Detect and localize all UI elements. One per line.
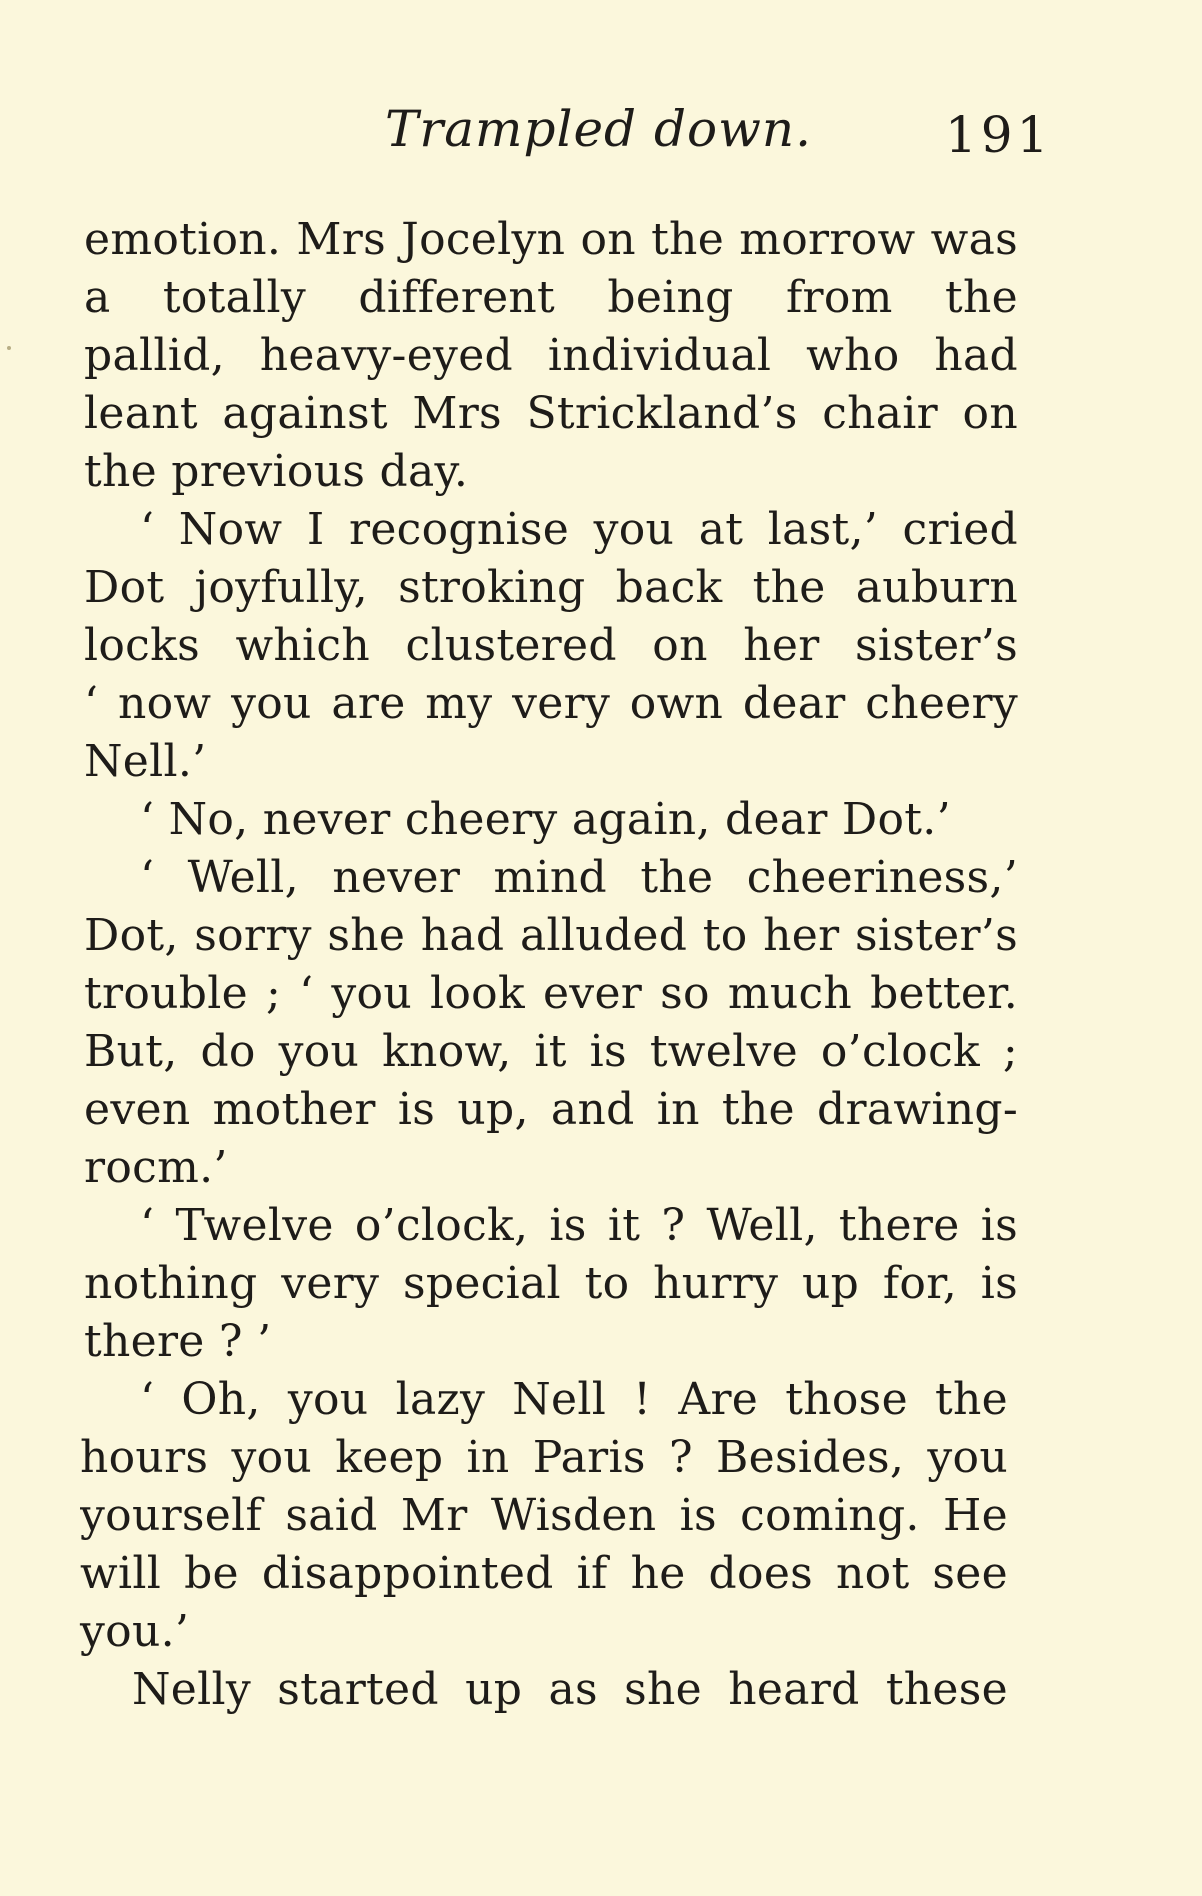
text-line: emotion. Mrs Jocelyn on the morrow was xyxy=(84,214,1018,265)
text-line: nothing very special to hurry up for, is xyxy=(84,1258,1018,1309)
text-line: will be disappointed if he does not see xyxy=(80,1548,1008,1599)
text-line: Dot joyfully, stroking back the auburn xyxy=(84,562,1018,613)
text-line: Nelly started up as she heard these xyxy=(132,1664,1008,1715)
text-line: the previous day. xyxy=(84,446,469,497)
page-number: 191 xyxy=(945,106,1053,164)
text-line: hours you keep in Paris ? Besides, you xyxy=(80,1432,1008,1483)
text-line: ‘ No, never cheery again, dear Dot.’ xyxy=(140,794,951,845)
text-line: pallid, heavy-eyed individual who had xyxy=(84,330,1018,381)
text-line: ‘ now you are my very own dear cheery xyxy=(84,678,1018,729)
text-line: a totally different being from the xyxy=(84,272,1018,323)
text-line: ‘ Oh, you lazy Nell ! Are those the xyxy=(140,1374,1008,1425)
text-line: rocm.’ xyxy=(84,1142,228,1193)
running-title: Trampled down. xyxy=(385,100,812,158)
text-line: ‘ Now I recognise you at last,’ cried xyxy=(140,504,1018,555)
text-line: locks which clustered on her sister’s xyxy=(84,620,1018,671)
text-line: trouble ; ‘ you look ever so much better. xyxy=(84,968,1018,1019)
text-line: leant against Mrs Strickland’s chair on xyxy=(84,388,1018,439)
text-line: But, do you know, it is twelve o’clock ; xyxy=(84,1026,1018,1077)
text-line: ‘ Twelve o’clock, is it ? Well, there is xyxy=(140,1200,1018,1251)
text-line: Dot, sorry she had alluded to her sister’s xyxy=(84,910,1018,961)
text-line: Nell.’ xyxy=(84,736,207,787)
text-line: you.’ xyxy=(80,1606,190,1657)
text-line: yourself said Mr Wisden is coming. He xyxy=(80,1490,1008,1541)
text-line: ‘ Well, never mind the cheeriness,’ xyxy=(140,852,1018,903)
text-line: even mother is up, and in the drawing- xyxy=(84,1084,1018,1135)
margin-speck xyxy=(7,346,11,350)
text-line: there ? ’ xyxy=(84,1316,272,1367)
